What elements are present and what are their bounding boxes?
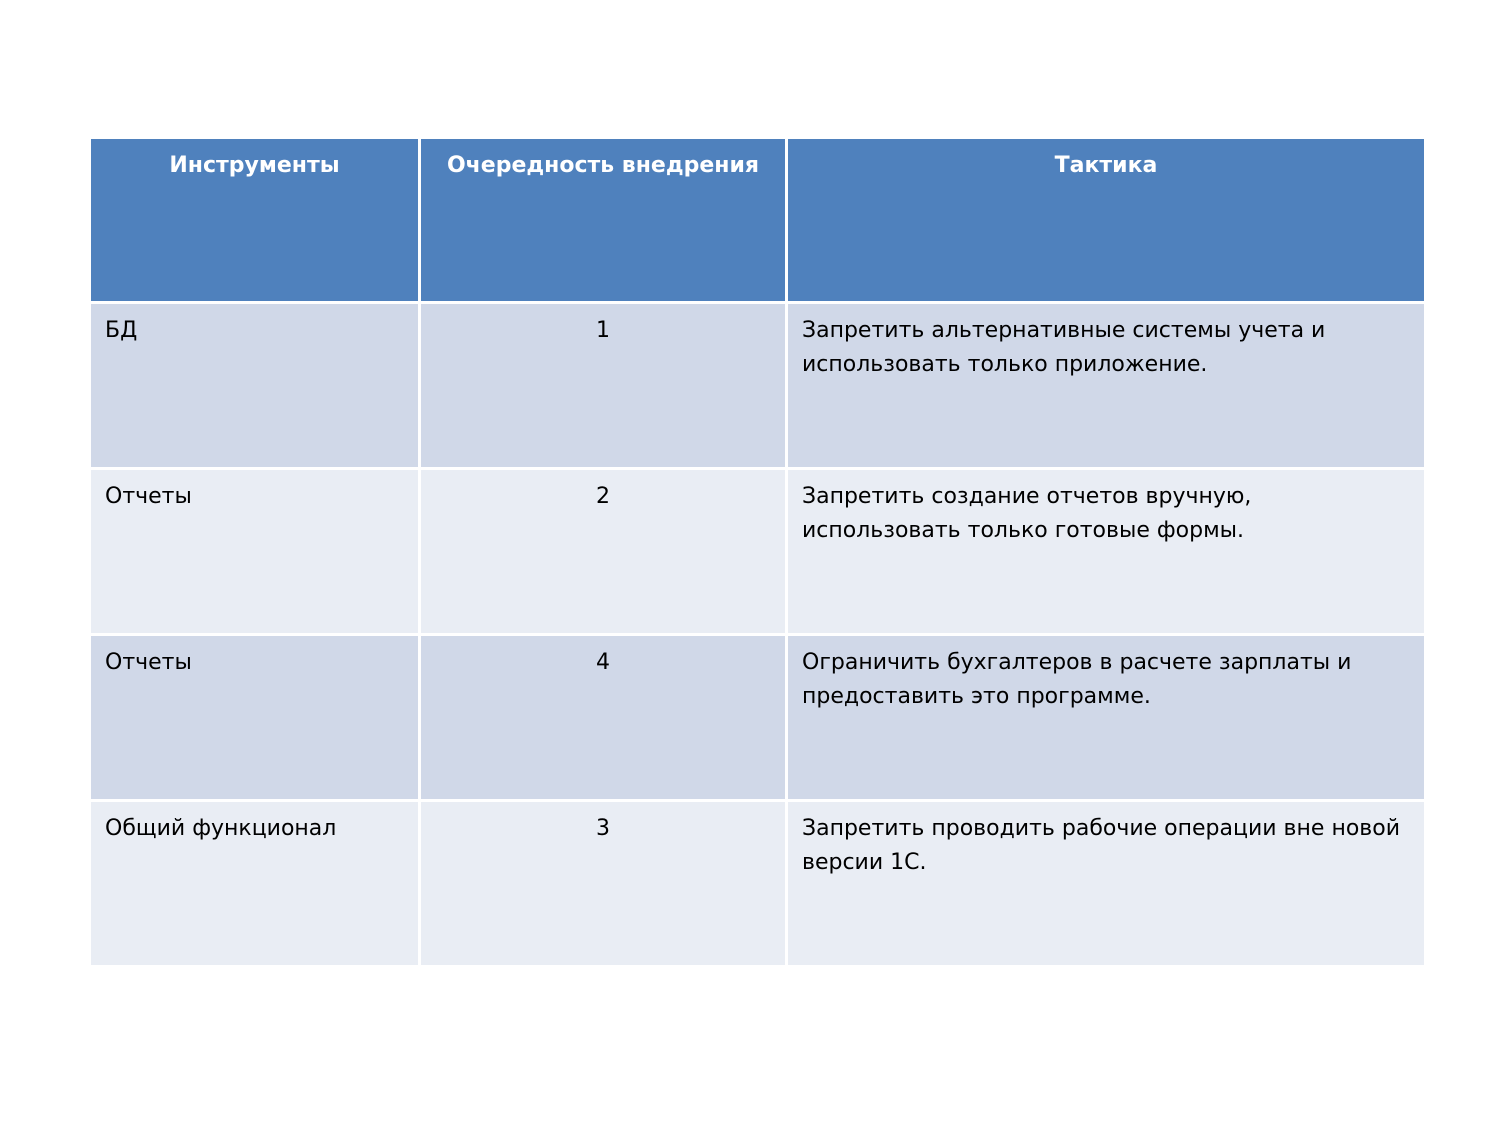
table-row [90,469,1426,635]
header-tools: Инструменты [90,138,420,303]
cell-order: 2 [420,469,787,635]
table-row [90,801,1426,967]
tactics-table [88,136,1427,968]
table-row [90,303,1426,469]
table-body [90,303,1426,967]
header-order: Очередность внедрения [420,138,787,303]
cell-tactic: Ограничить бухгалтеров в расчете зарплаты и предоставить это программе. [787,635,1426,801]
cell-tool: БД [90,303,420,469]
cell-order: 1 [420,303,787,469]
header-row [90,138,1426,303]
cell-tactic: Запретить создание отчетов вручную, использовать только готовые формы. [787,469,1426,635]
cell-tactic: Запретить проводить рабочие операции вне новой версии 1С. [787,801,1426,967]
header-tactic: Тактика [787,138,1426,303]
cell-tool: Отчеты [90,469,420,635]
cell-tool: Общий функционал [90,801,420,967]
table-row [90,635,1426,801]
cell-tactic: Запретить альтернативные системы учета и использовать только приложение. [787,303,1426,469]
cell-order: 3 [420,801,787,967]
table-header [90,138,1426,303]
cell-order: 4 [420,635,787,801]
cell-tool: Отчеты [90,635,420,801]
